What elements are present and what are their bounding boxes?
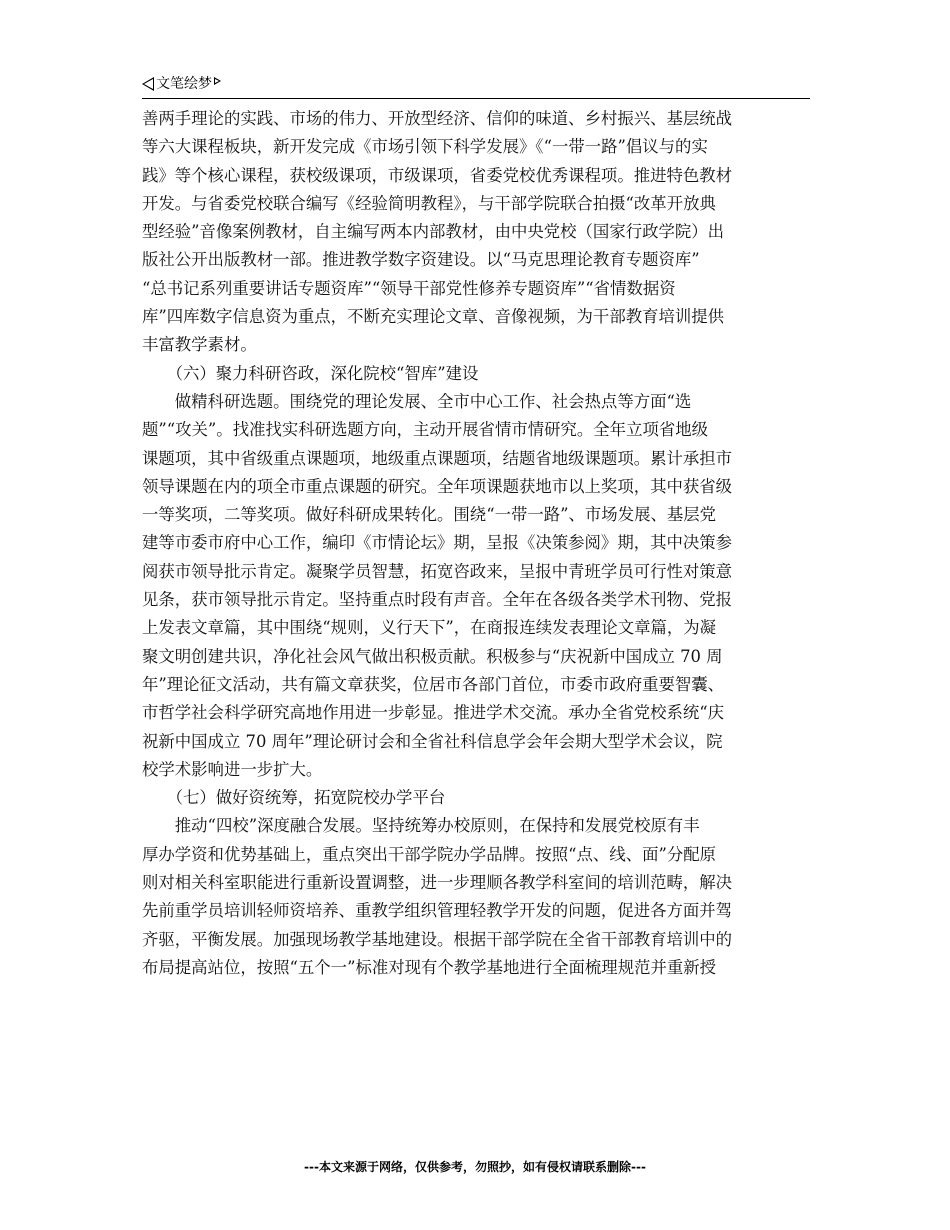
text-line: 聚文明创建共识，净化社会风气做出积极贡献。积极参与“庆祝新中国成立 70 周: [142, 646, 723, 666]
text-line: 课题项，其中省级重点课题项，地级重点课题项，结题省地级课题项。累计承担市: [142, 448, 733, 468]
text-line: 厚办学资和优势基础上，重点突出干部学院办学品牌。按照“点、线、面”分配原: [142, 844, 717, 864]
text-line: 型经验”音像案例教材，自主编写两本内部教材，由中央党校（国家行政学院）出: [142, 222, 725, 242]
text-line: 校学术影响进一步扩大。: [142, 759, 323, 779]
page-header: [142, 74, 810, 99]
text-line: 题”“攻关”。找准找实科研选题方向，主动开展省情市情研究。全年立项省地级: [142, 420, 709, 440]
text-line: （六）聚力科研咨政，深化院校“智库”建设: [142, 363, 479, 383]
text-line: 领导课题在内的项全市重点课题的研究。全年项课题获地市以上奖项，其中获省级: [142, 476, 733, 496]
text-line: 善两手理论的实践、市场的伟力、开放型经济、信仰的味道、乡村振兴、基层统战: [142, 109, 733, 128]
page-footer: ---本文来源于网络，仅供参考，勿照抄，如有侵权请联系删除---: [304, 1160, 646, 1174]
text-line: 市哲学社会科学研究高地作用进一步彰显。推进学术交流。承办全省党校系统“庆: [142, 703, 725, 723]
text-line: 祝新中国成立 70 周年”理论研讨会和全省社科信息学会年会期大型学术会议，院: [142, 731, 723, 751]
triangle-left-icon: [142, 77, 154, 91]
header-brand: [142, 76, 221, 92]
triangle-right-icon: [214, 77, 221, 85]
text-line: 等六大课程板块，新开发完成《市场引领下科学发展》《“一带一路”倡议与的实: [142, 137, 708, 157]
text-line: 丰富教学素材。: [142, 335, 257, 355]
text-line: 做精科研选题。围绕党的理论发展、全市中心工作、社会热点等方面“选: [142, 391, 692, 411]
text-line: 库”四库数字信息资为重点，不断充实理论文章、音像视频，为干部教育培训提供: [142, 307, 725, 327]
text-line: “总书记系列重要讲话专题资库”“领导干部党性修养专题资库”“省情数据资: [142, 278, 676, 298]
text-line: 阅获市领导批示肯定。凝聚学员智慧，拓宽咨政来，呈报中青班学员可行性对策意: [142, 561, 733, 581]
header-brand-text: 文笔绘梦: [156, 76, 212, 92]
text-line: 则对相关科室职能进行重新设置调整，进一步理顺各教学科室间的培训范畴，解决: [142, 873, 733, 893]
text-line: 齐驱，平衡发展。加强现场教学基地建设。根据干部学院在全省干部教育培训中的: [142, 929, 733, 949]
text-line: 年”理论征文活动，共有篇文章获奖，位居市各部门首位，市委市政府重要智囊、: [142, 674, 725, 694]
document-body: [142, 105, 810, 982]
text-line: 一等奖项，二等奖项。做好科研成果转化。围绕“一带一路”、市场发展、基层党: [142, 505, 717, 525]
text-line: 见条，获市领导批示肯定。坚持重点时段有声音。全年在各级各类学术刊物、党报: [142, 590, 733, 610]
text-line: 践》等个核心课程，获校级课项，市级课项，省委党校优秀课程项。推进特色教材: [142, 165, 733, 185]
text-line: 开发。与省委党校联合编写《经验简明教程》，与干部学院联合拍摄“改革开放典: [142, 193, 716, 213]
text-line: 建等市委市府中心工作，编印《市情论坛》期，呈报《决策参阅》期，其中决策参: [142, 533, 733, 553]
text-line: 上发表文章篇，其中围绕“规则，义行天下”，在商报连续发表理论文章篇，为凝: [142, 618, 717, 638]
text-line: 先前重学员培训轻师资培养、重教学组织管理轻教学开发的问题，促进各方面并驾: [142, 901, 733, 921]
text-line: 版社公开出版教材一部。推进教学数字资建设。以“马克思理论教育专题资库”: [142, 250, 700, 270]
text-line: （七）做好资统筹，拓宽院校办学平台: [142, 788, 446, 808]
text-line: 推动“四校”深度融合发展。坚持统筹办校原则，在保持和发展党校原有丰: [142, 816, 700, 836]
text-line: 布局提高站位，按照“五个一”标准对现有个教学基地进行全面梳理规范并重新授: [142, 957, 717, 977]
